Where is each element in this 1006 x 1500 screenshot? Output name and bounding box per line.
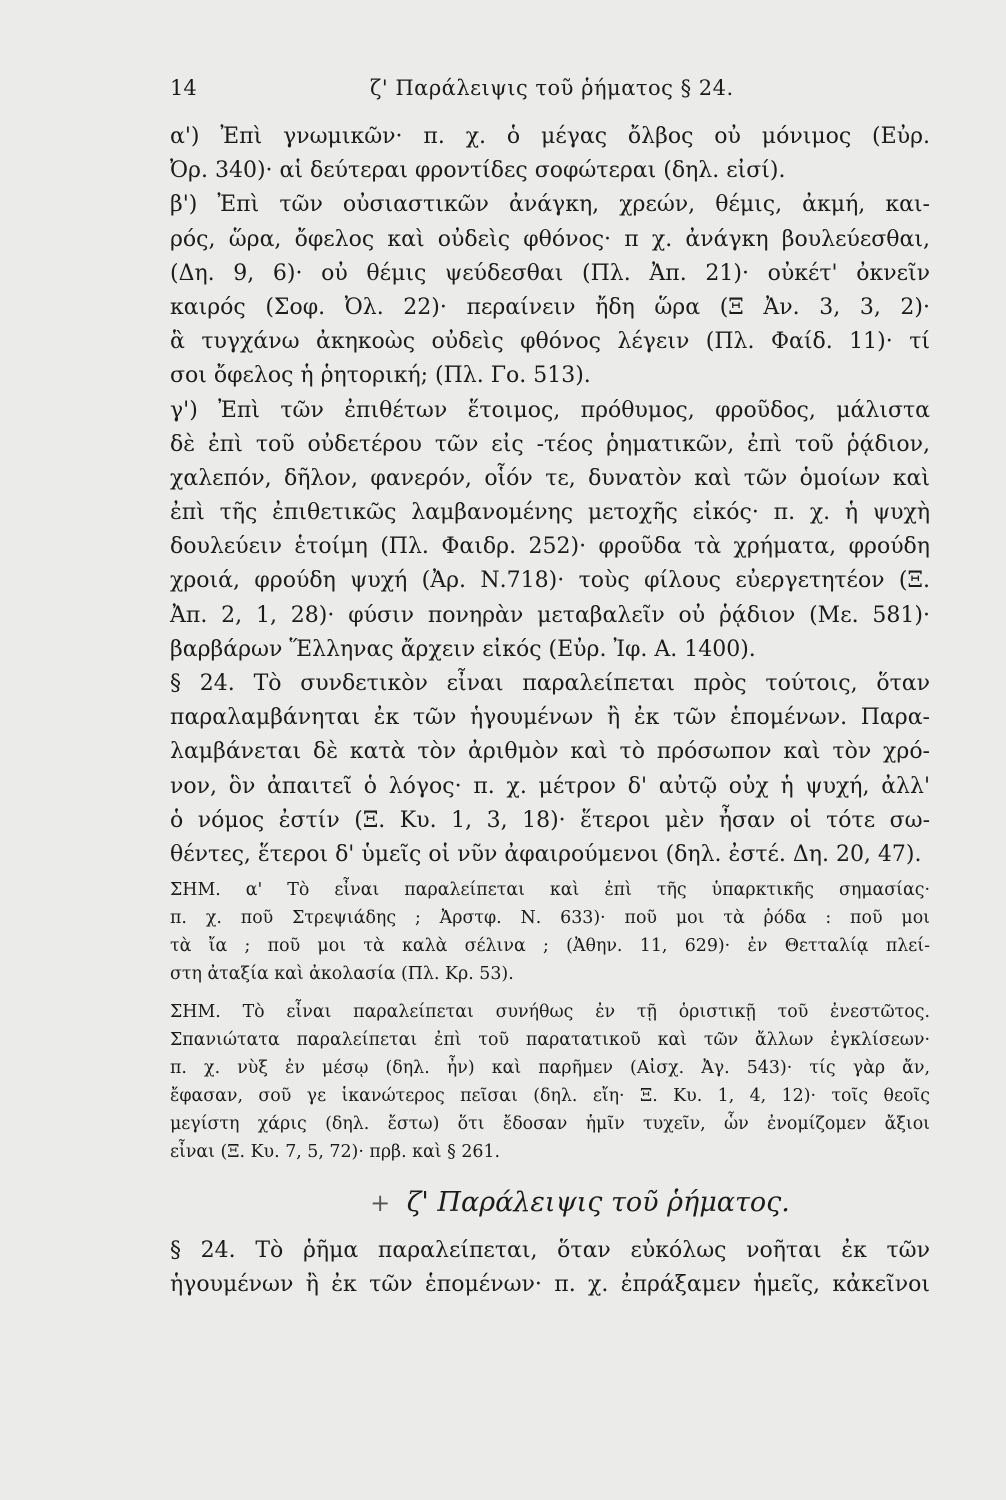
text-line: ὁ νόμος ἐστίν (Ξ. Κυ. 1, 3, 18)· ἕτεροι μὲν ἦσαν οἱ τότε σω- [170, 807, 930, 833]
text-line: θέντες, ἕτεροι δ' ὑμεῖς οἱ νῦν ἀφαιρούμενοι (δηλ. ἐστέ. Δη. 20, 47). [170, 841, 922, 867]
note-line: ΣΗΜ. Τὸ εἶναι παραλείπεται συνήθως ἐν τῇ ὁριστικῇ τοῦ ἐνεστῶτος. [170, 1002, 930, 1023]
page-body [170, 120, 930, 1303]
text-line: δουλεύειν ἑτοίμη (Πλ. Φαιδρ. 252)· φροῦδα τὰ χρήματα, φρούδη [170, 534, 930, 560]
section-title: ζ' Παράλειψις τοῦ ῥήματος. [406, 1187, 790, 1219]
note-line: τὰ ἴα ; ποῦ μοι τὰ καλὰ σέλινα ; (Ἀθην. 11, 629)· ἐν Θετταλίᾳ πλεί- [170, 936, 930, 957]
main-text [170, 120, 930, 872]
note-line: μεγίστη χάρις (δηλ. ἔστω) ὅτι ἔδοσαν ἡμῖν τυχεῖν, ὧν ἐνομίζομεν ἄξιοι [170, 1114, 930, 1135]
note-line: Σπανιώτατα παραλείπεται ἐπὶ τοῦ παρατατικοῦ καὶ τῶν ἄλλων ἐγκλίσεων· [170, 1030, 930, 1051]
text-line: ἡγουμένων ἢ ἐκ τῶν ἑπομένων· π. χ. ἐπράξαμεν ἡμεῖς, κἀκεῖνοι [170, 1272, 930, 1298]
section-text [170, 1234, 930, 1302]
text-line: ἐπὶ τῆς ἐπιθετικῶς λαμβανομένης μετοχῆς εἰκός· π. χ. ἡ ψυχὴ [170, 500, 930, 526]
running-title: ζ' Παράλειψις τοῦ ῥήματος § 24. [370, 76, 734, 100]
margin-cross-mark: + [370, 1189, 391, 1218]
text-line: Ἀπ. 2, 1, 28)· φύσιν πονηρὰν μεταβαλεῖν οὐ ῥᾴδιον (Με. 581)· [170, 602, 930, 628]
page-header [170, 76, 930, 110]
section-heading [170, 1176, 930, 1230]
text-line: καιρός (Σοφ. Ὀλ. 22)· περαίνειν ἤδη ὥρα (Ξ Ἀν. 3, 3, 2)· [170, 294, 930, 320]
note-line: ΣΗΜ. α' Τὸ εἶναι παραλείπεται καὶ ἐπὶ τῆς ὑπαρκτικῆς σημασίας· [170, 880, 930, 901]
text-line: βαρβάρων Ἕλληνας ἄρχειν εἰκός (Εὐρ. Ἰφ. Α. 1400). [170, 636, 756, 662]
text-line: α') Ἐπὶ γνωμικῶν· π. χ. ὁ μέγας ὄλβος οὐ μόνιμος (Εὐρ. [170, 124, 930, 149]
text-line: σοι ὄφελος ἡ ῥητορική; (Πλ. Γο. 513). [170, 363, 591, 389]
note-line: ἔφασαν, σοῦ γε ἱκανώτερος πεῖσαι (δηλ. εἴη· Ξ. Κυ. 1, 4, 12)· τοῖς θεοῖς [170, 1086, 930, 1107]
text-line: νον, ὃν ἀπαιτεῖ ὁ λόγος· π. χ. μέτρον δ' αὐτῷ οὐχ ἡ ψυχή, ἀλλ' [170, 773, 930, 799]
note-line: στη ἀταξία καὶ ἀκολασία (Πλ. Κρ. 53). [170, 964, 514, 985]
note-line: π. χ. νὺξ ἐν μέσῳ (δηλ. ἦν) καὶ παρῆμεν (Αἰσχ. Ἀγ. 543)· τίς γὰρ ἄν, [170, 1058, 930, 1079]
text-line: (Δη. 9, 6)· οὐ θέμις ψεύδεσθαι (Πλ. Ἀπ. 21)· οὐκέτ' ὀκνεῖν [170, 260, 930, 286]
text-line: ἃ τυγχάνω ἀκηκοὼς οὐδεὶς φθόνος λέγειν (Πλ. Φαίδ. 11)· τί [170, 329, 930, 355]
text-line: β') Ἐπὶ τῶν οὐσιαστικῶν ἀνάγκη, χρεών, θέμις, ἀκμή, και- [170, 192, 930, 218]
page-number: 14 [170, 76, 197, 100]
note-line: εἶναι (Ξ. Κυ. 7, 5, 72)· πρβ. καὶ § 261. [170, 1142, 501, 1163]
text-line: Ὀρ. 340)· αἱ δεύτεραι φροντίδες σοφώτεραι (δηλ. εἰσί). [170, 158, 786, 184]
text-line: γ') Ἐπὶ τῶν ἐπιθέτων ἕτοιμος, πρόθυμος, φροῦδος, μάλιστα [170, 397, 930, 423]
remark-note [170, 998, 930, 1166]
note-line: π. χ. ποῦ Στρεψιάδης ; Ἀρστφ. Ν. 633)· ποῦ μοι τὰ ῥόδα : ποῦ μοι [170, 908, 930, 929]
text-line: χαλεπόν, δῆλον, φανερόν, οἷόν τε, δυνατὸν καὶ τῶν ὁμοίων καὶ [170, 465, 930, 491]
text-line: ρός, ὥρα, ὄφελος καὶ οὐδεὶς φθόνος· π χ. ἀνάγκη βουλεύεσθαι, [170, 226, 930, 252]
remark-note [170, 876, 930, 988]
text-line: παραλαμβάνηται ἐκ τῶν ἡγουμένων ἢ ἐκ τῶν ἑπομένων. Παρα- [170, 705, 930, 731]
text-line: χροιά, φρούδη ψυχή (Ἀρ. Ν.718)· τοὺς φίλους εὐεργετητέον (Ξ. [170, 568, 930, 594]
text-line: δὲ ἐπὶ τοῦ οὐδετέρου τῶν εἰς -τέος ῥηματικῶν, ἐπὶ τοῦ ῥᾴδιον, [170, 431, 930, 457]
text-line: § 24. Τὸ συνδετικὸν εἶναι παραλείπεται πρὸς τούτοις, ὅταν [170, 671, 930, 696]
text-line: § 24. Τὸ ῥῆμα παραλείπεται, ὅταν εὐκόλως νοῆται ἐκ τῶν [170, 1238, 930, 1264]
text-line: λαμβάνεται δὲ κατὰ τὸν ἀριθμὸν καὶ τὸ πρόσωπον καὶ τὸν χρό- [170, 739, 930, 765]
